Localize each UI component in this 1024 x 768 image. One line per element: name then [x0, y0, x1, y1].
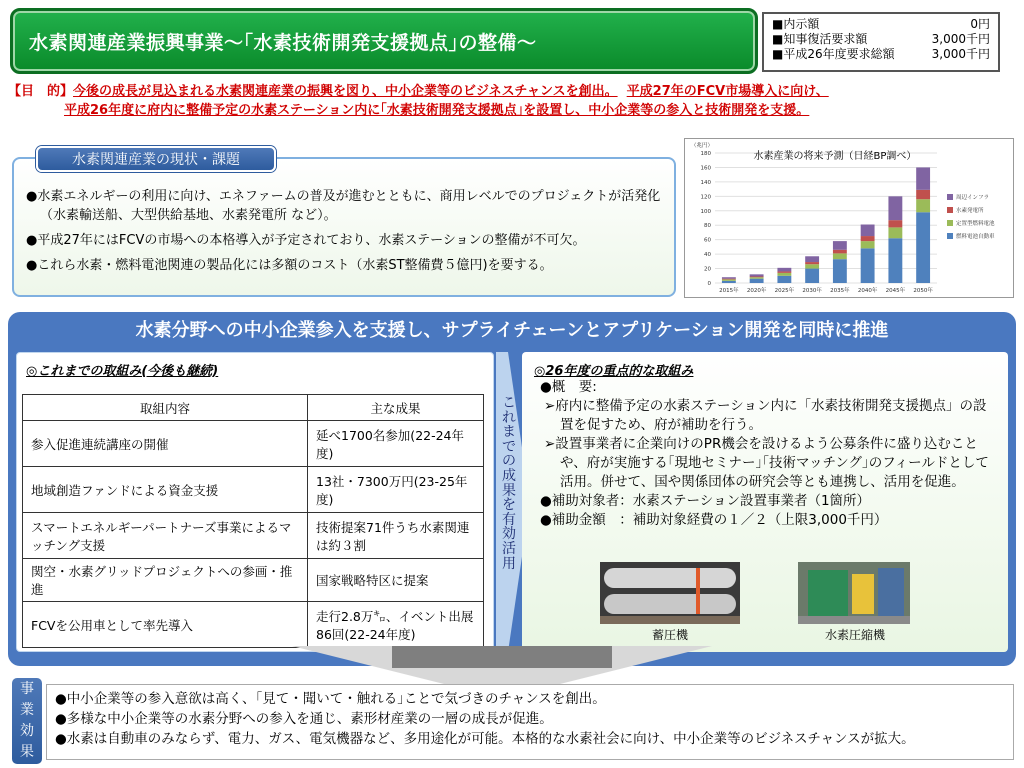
table-cell: 13社・7300万円(23-25年度) [308, 467, 484, 513]
forecast-chart [684, 138, 1014, 298]
y-tick-label: 20 [704, 266, 711, 273]
status-item: ●水素エネルギーの利用に向け、エネファームの普及が進むとともに、商用レベルでのプロジェクトが活発化（水素輸送船、大型供給基地、水素発電所 など）。 [26, 189, 661, 223]
photo-caption-tank: 蓄圧機 [651, 628, 688, 642]
storage-tank-photo [600, 562, 740, 624]
table-cell: 国家戦略特区に提案 [308, 559, 484, 602]
table-cell: 関空・水素グリッドプロジェクトへの参画・推進 [23, 559, 308, 602]
chart-bar-segment [916, 167, 930, 189]
subsidy-target: ●補助対象者：水素ステーション設置事業者（1箇所） [540, 493, 871, 509]
budget-value: 3,000千円 [931, 32, 990, 46]
effect-item: ●多様な中小企業等の水素分野への参入を通じ、素形材産業の一層の成長が促進。 [55, 711, 553, 727]
main-heading: 水素分野への中小企業参入を支援し、サプライチェーンとアプリケーション開発を同時に推進 [135, 320, 889, 341]
table-row [23, 513, 484, 559]
budget-row [772, 47, 990, 62]
purpose-line-1 [8, 82, 1018, 101]
compressor-photo [798, 562, 910, 624]
overview-label: ●概 要: [540, 379, 597, 395]
chart-bar-segment [805, 256, 819, 262]
status-panel [12, 157, 676, 297]
effect-item: ●中小企業等の参入意欲は高く、｢見て・聞いて・触れる｣ことで気づきのチャンスを創出。 [55, 691, 606, 707]
chart-bar-segment [861, 236, 875, 241]
budget-row [772, 32, 990, 47]
y-tick-label: 180 [700, 151, 711, 157]
x-tick-label: 2040年 [857, 288, 878, 294]
right-heading: ◎26年度の重点的な取組み [534, 364, 694, 379]
effects-tab-label: 事業効果 [20, 681, 34, 760]
table-cell: FCVを公用車として率先導入 [23, 602, 308, 648]
y-tick-label: 120 [700, 194, 711, 201]
chart-bar-segment [777, 271, 791, 272]
y-tick-label: 0 [707, 281, 711, 287]
chart-bar-segment [861, 248, 875, 283]
left-heading: ◎これまでの取組み(今後も継続) [26, 364, 219, 379]
chart-bar-segment [833, 241, 847, 250]
title-banner [10, 8, 758, 74]
photo-caption-compressor: 水素圧縮機 [824, 628, 885, 642]
purpose-text-3: 平成26年度に府内に整備予定の水素ステーション内に｢水素技術開発支援拠点｣を設置し、中小企業等の参入と技術開発を支援。 [64, 103, 810, 118]
y-tick-label: 80 [704, 223, 711, 230]
chart-bar-segment [833, 250, 847, 254]
legend-label: 燃料電池自動車 [956, 234, 995, 240]
chart-bar-segment [861, 241, 875, 248]
chart-bar-segment [750, 277, 764, 278]
y-tick-label: 60 [704, 237, 711, 244]
y-tick-label: 140 [700, 179, 711, 186]
legend-label: 周辺インフラ [956, 195, 990, 201]
chart-bar-segment [805, 262, 819, 264]
table-cell: 走行2.8万㌔、イベント出展86回(22-24年度) [308, 602, 484, 648]
chart-bar-segment [888, 196, 902, 220]
legend-label: 定置型燃料電池 [956, 221, 995, 227]
chart-bar-segment [777, 273, 791, 276]
budget-label: ■内示額 [772, 17, 820, 31]
col-header-result: 主な成果 [308, 395, 484, 421]
chart-bar-segment [805, 264, 819, 268]
table-cell: スマートエネルギーパートナーズ事業によるマッチング支援 [23, 513, 308, 559]
table-cell: 延べ1700名参加(22-24年度) [308, 421, 484, 467]
plan-bullet: ➢設置事業者に企業向けのPR機会を設けるよう公募条件に盛り込むことや、府が実施する｢現地セミナー｣｢技術マッチング｣のフィールドとして活用。併せて、国や関係団体の研究会等とも連携し、活用を促進。 [544, 436, 989, 490]
effects-box [46, 684, 1014, 760]
chart-bar-segment [722, 277, 736, 278]
plan-bullet: ➢府内に整備予定の水素ステーション内に「水素技術開発支援拠点」の設置を促すため、府が補助を行う。 [544, 398, 987, 433]
legend-swatch [947, 207, 953, 213]
y-tick-label: 160 [700, 165, 711, 172]
chart-bar-segment [750, 277, 764, 278]
table-row [23, 421, 484, 467]
budget-label: ■平成26年度要求総額 [772, 47, 895, 61]
chart-bar-segment [722, 281, 736, 283]
status-item: ●平成27年にはFCVの市場への本格導入が予定されており、水素ステーションの整備が不可欠。 [26, 233, 586, 248]
chart-bar-segment [861, 225, 875, 237]
effects-tab [12, 678, 42, 764]
subsidy-amount: ●補助金額 ：補助対象経費の１／２（上限3,000千円） [540, 512, 888, 528]
budget-value: 0円 [970, 17, 990, 31]
table-cell: 参入促進連続講座の開催 [23, 421, 308, 467]
legend-swatch [947, 220, 953, 226]
x-tick-label: 2035年 [830, 288, 850, 294]
chart-canvas [685, 139, 1013, 297]
budget-box [762, 12, 1000, 72]
y-unit-label: （兆円） [691, 143, 714, 149]
right-panel [522, 352, 1008, 652]
table-row [23, 602, 484, 648]
col-header-item: 取組内容 [23, 395, 308, 421]
chart-bar-segment [750, 279, 764, 283]
chart-bar-segment [916, 199, 930, 212]
chart-bar-segment [722, 279, 736, 280]
chart-bar-segment [888, 238, 902, 283]
budget-label: ■知事復活要求額 [772, 32, 868, 46]
chart-bar-segment [888, 227, 902, 238]
legend-label: 水素発電所 [956, 208, 984, 214]
purpose-line-2 [8, 101, 1018, 120]
y-tick-label: 40 [704, 252, 711, 259]
status-tab: 水素関連産業の現状・課題 [36, 146, 276, 172]
table-row [23, 467, 484, 513]
chart-bar-segment [750, 274, 764, 276]
purpose-statement [8, 82, 1018, 120]
x-tick-label: 2050年 [913, 288, 933, 294]
table-cell: 地域創造ファンドによる資金支援 [23, 467, 308, 513]
achievements-table [22, 394, 484, 648]
x-tick-label: 2045年 [885, 288, 906, 294]
chart-bar-segment [777, 276, 791, 283]
chart-bar-segment [722, 279, 736, 280]
chart-bar-segment [805, 269, 819, 283]
chart-bar-segment [833, 253, 847, 259]
table-cell: 技術提案71件うち水素関連は約３割 [308, 513, 484, 559]
chart-title: 水素産業の将来予測（日経BP調べ） [753, 151, 917, 162]
arrow-caption: これまでの成果を有効活用 [502, 395, 516, 572]
legend-swatch [947, 233, 953, 239]
y-tick-label: 100 [700, 208, 711, 215]
x-tick-label: 2025年 [774, 288, 795, 294]
legend-swatch [947, 194, 953, 200]
x-tick-label: 2030年 [802, 288, 822, 294]
purpose-text-2: 平成27年のFCV市場導入に向け、 [626, 84, 829, 99]
purpose-text-1: 今後の成長が見込まれる水素関連産業の振興を図り、中小企業等のビジネスチャンスを創出。 [73, 84, 618, 99]
x-tick-label: 2020年 [746, 288, 767, 294]
chart-bar-segment [888, 220, 902, 227]
table-row [23, 559, 484, 602]
status-item: ●これら水素・燃料電池関連の製品化には多額のコスト（水素ST整備費５億円)を要する。 [26, 258, 553, 273]
down-arrow-icon [292, 646, 712, 686]
chart-bar-segment [777, 268, 791, 272]
purpose-label: 【目 的】 [8, 84, 74, 99]
budget-row [772, 17, 990, 32]
chart-bar-segment [916, 190, 930, 199]
chart-bar-segment [916, 212, 930, 283]
budget-value: 3,000千円 [931, 47, 990, 61]
table-header-row [23, 395, 484, 421]
x-tick-label: 2015年 [719, 288, 739, 294]
effect-item: ●水素は自動車のみならず、電力、ガス、電気機器など、多用途化が可能。本格的な水素社会に向け、中小企業等のビジネスチャンスが拡大。 [55, 731, 915, 747]
page-title: 水素関連産業振興事業〜｢水素技術開発支援拠点｣の整備〜 [29, 31, 537, 54]
chart-bar-segment [833, 259, 847, 283]
